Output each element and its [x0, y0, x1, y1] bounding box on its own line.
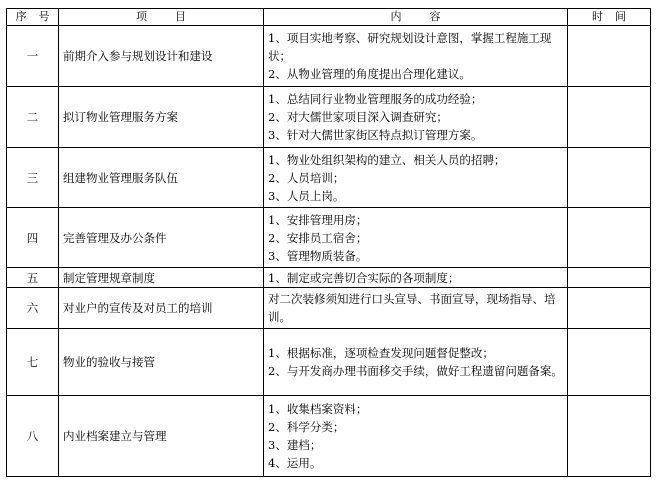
row-item: 拟订物业管理服务方案 — [59, 87, 264, 148]
row-time — [568, 288, 651, 329]
content-line: 3、针对大儒世家街区特点拟订管理方案。 — [268, 128, 483, 142]
row-number: 二 — [7, 87, 59, 148]
row-content — [264, 208, 568, 268]
content-line: 2、科学分类； — [268, 420, 345, 434]
row-time — [568, 87, 651, 148]
table-row — [7, 26, 651, 87]
content-line: 1、物业处组织架构的建立、相关人员的招聘； — [268, 152, 506, 167]
row-content — [264, 148, 568, 208]
content-line: 1、制定或完善切合实际的各项制度； — [268, 270, 460, 285]
content-line: 1、总结同行业物业管理服务的成功经验； — [268, 92, 483, 106]
row-item: 内业档案建立与管理 — [59, 396, 264, 477]
row-number: 四 — [7, 208, 59, 268]
row-content — [264, 268, 568, 288]
row-item: 完善管理及办公条件 — [59, 208, 264, 268]
row-content — [264, 288, 568, 329]
content-line: 对二次装修须知进行口头宣导、书面宣导，现场指导、培训。 — [268, 292, 556, 324]
row-content — [264, 329, 568, 396]
header-time: 时 间 — [568, 9, 651, 26]
content-line: 3、人员上岗。 — [268, 188, 345, 203]
table-row — [7, 208, 651, 268]
row-time — [568, 396, 651, 477]
content-line: 2、人员培训； — [268, 170, 345, 185]
content-line: 3、建档； — [268, 438, 322, 452]
row-item: 物业的验收与接管 — [59, 329, 264, 396]
content-line: 1、根据标准，逐项检查发现问题督促整改； — [268, 346, 494, 360]
row-item: 对业户的宣传及对员工的培训 — [59, 288, 264, 329]
content-line: 4、运用。 — [268, 456, 322, 470]
header-no: 序 号 — [7, 9, 59, 26]
table-row — [7, 268, 651, 288]
row-number: 五 — [7, 268, 59, 288]
table-row — [7, 396, 651, 477]
content-line: 2、与开发商办理书面移交手续，做好工程遗留问题备案。 — [268, 364, 563, 378]
row-item: 前期介入参与规划设计和建设 — [59, 26, 264, 87]
row-time — [568, 329, 651, 396]
header-item: 项 目 — [59, 9, 264, 26]
row-number: 八 — [7, 396, 59, 477]
row-number: 六 — [7, 288, 59, 329]
table-row — [7, 87, 651, 148]
row-content — [264, 26, 568, 87]
row-time — [568, 268, 651, 288]
table-row — [7, 329, 651, 396]
work-plan-table — [6, 8, 651, 477]
table-row — [7, 288, 651, 329]
row-number: 七 — [7, 329, 59, 396]
table-row — [7, 148, 651, 208]
row-number: 一 — [7, 26, 59, 87]
row-content — [264, 87, 568, 148]
row-item: 制定管理规章制度 — [59, 268, 264, 288]
content-line: 1、安排管理用房； — [268, 212, 368, 227]
content-line: 3、管理物质装备。 — [268, 248, 368, 263]
content-line: 2、从物业管理的角度提出合理化建议。 — [268, 67, 471, 81]
header-content: 内 容 — [264, 9, 568, 26]
row-time — [568, 26, 651, 87]
row-time — [568, 208, 651, 268]
content-line: 2、安排员工宿舍； — [268, 230, 368, 245]
row-time — [568, 148, 651, 208]
table-header-row — [7, 9, 651, 26]
row-item: 组建物业管理服务队伍 — [59, 148, 264, 208]
content-line: 1、项目实地考察、研究规划设计意图，掌握工程施工现状； — [268, 31, 552, 63]
row-content — [264, 396, 568, 477]
content-line: 2、对大儒世家项目深入调查研究； — [268, 110, 448, 124]
row-number: 三 — [7, 148, 59, 208]
content-line: 1、收集档案资料； — [268, 402, 368, 416]
